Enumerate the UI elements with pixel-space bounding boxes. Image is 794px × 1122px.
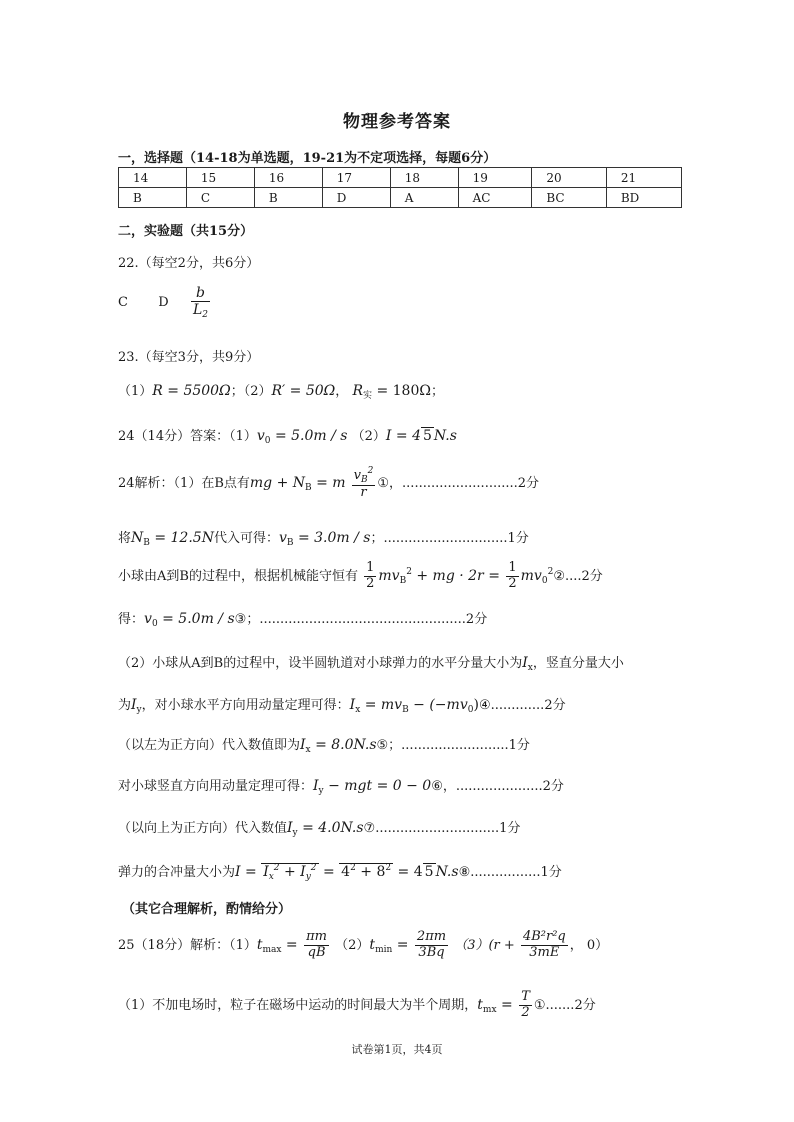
table-cell: 19 [458, 168, 532, 188]
table-cell: B [254, 188, 322, 208]
table-cell: AC [458, 188, 532, 208]
q24-step-2: 将$N_B = 12.5N$代入可得：$v_B = 3.0m / s$；..............................1分 [118, 530, 529, 548]
q23-rprime-value: R′ = 50Ω [271, 383, 336, 399]
table-cell: A [390, 188, 458, 208]
q24-step-1: 24解析：（1）在B点有mg + $N_B = m$ $\frac{v_B^2}{r}$ ①，............................2分 [118, 466, 540, 501]
table-row-answers [119, 188, 682, 208]
table-cell: 17 [322, 168, 390, 188]
sqrt-expression: $I_x^2 + I_y^2$ [263, 863, 317, 882]
q24-step-6: 为$I_y$，对小球水平方向用动量定理可得：$I_x = mv_B$ − $(-mv_0)④.............2$分 [118, 697, 566, 715]
table-cell: BD [606, 188, 681, 208]
table-cell: 15 [186, 168, 254, 188]
table-cell: D [322, 188, 390, 208]
section-multiple-choice-heading: 一，选择题（14-18为单选题，19-21为不定项选择，每题6分） [118, 151, 497, 166]
q22-heading: 22.（每空2分，共6分） [118, 256, 260, 271]
sqrt-expression: $4^2 + 8^2$ [341, 863, 392, 880]
q25-answer-line: 25（18分）解析：$(1)t_{max}$ = $\frac{\pi m}{qB}$ $(2)t_{min}$ = $\frac{2\pi m}{3Bq}$ （3）(r + $\frac{\text{4B²r²q}}{3mE}$ ， 0） [118, 929, 609, 960]
page-footer: 试卷第1页，共4页 [351, 1043, 443, 1056]
q24-step-4: 得：$v_0 = 5.0m$ / s③；..................................................2分 [118, 611, 488, 629]
q25-step-1: （1）不加电场时，粒子在磁场中运动的时间最大为半个周期，$t_{mx}$ = $\frac{T}{2}$ ①.......2分 [118, 989, 596, 1020]
q23-rreal-value: = 180Ω [372, 383, 431, 399]
q23-answer-line: （1）R = 5500Ω；（2）R′ = 50Ω， $R_实 = 180\Omega$； [118, 383, 444, 401]
q24-step-10: 弹力的合冲量大小为$I = I_x^2 + I_y^2 = 4^2 + 8^2 = 4$ 5 N.s⑧.................1分 [118, 863, 562, 882]
q24-step-5: （2）小球从A到B的过程中，设半圆轨道对小球弹力的水平分量大小为$I_x$，竖直分量大小 [118, 655, 624, 673]
table-cell: 20 [532, 168, 607, 188]
q24-step-7: （以左为正方向）代入数值即为$I_x$ = 8.0N.s⑤；..........................1分 [118, 737, 530, 755]
scoring-note: （其它合理解析，酌情给分） [122, 902, 292, 917]
table-cell: 21 [606, 168, 681, 188]
table-cell: B [119, 188, 187, 208]
q24-step-9: （以向上为正方向）代入数值$I_y$ = 4.0N.s⑦..............................1分 [118, 820, 521, 838]
q24-step-8: 对小球竖直方向用动量定理可得：$I_y$ − mgt = 0 − 0⑥，.....................2分 [118, 778, 564, 796]
section-experiment-heading: 二，实验题（共15分） [118, 224, 254, 239]
table-row-question-numbers [119, 168, 682, 188]
multiple-choice-answer-table [118, 167, 682, 208]
table-cell: 14 [119, 168, 187, 188]
table-cell: C [186, 188, 254, 208]
page-title: 物理参考答案 [343, 112, 451, 132]
q23-r-value: R = 5500Ω [152, 383, 231, 399]
table-cell: 16 [254, 168, 322, 188]
q22-answer-1: C [118, 295, 128, 311]
q24-step-3: 小球由A到B的过程中，根据机械能守恒有 $\frac{1}{2}$ $mv_B^2$ + mg · 2r = $\frac{1}{2}$ $mv_0^2②....2$分 [118, 560, 603, 591]
q22-answer-2: D [158, 295, 169, 311]
q22-answer-line [118, 285, 212, 320]
q24-answer-line: 24（14分）答案：$(1)v_0 = 5.0m / s$ （2）I = 4 5 N.s [118, 428, 457, 446]
q22-fraction: $\frac{b}{L_2}$ [192, 285, 208, 321]
table-cell: 18 [390, 168, 458, 188]
table-cell: BC [532, 188, 607, 208]
q23-heading: 23.（每空3分，共9分） [118, 350, 260, 365]
